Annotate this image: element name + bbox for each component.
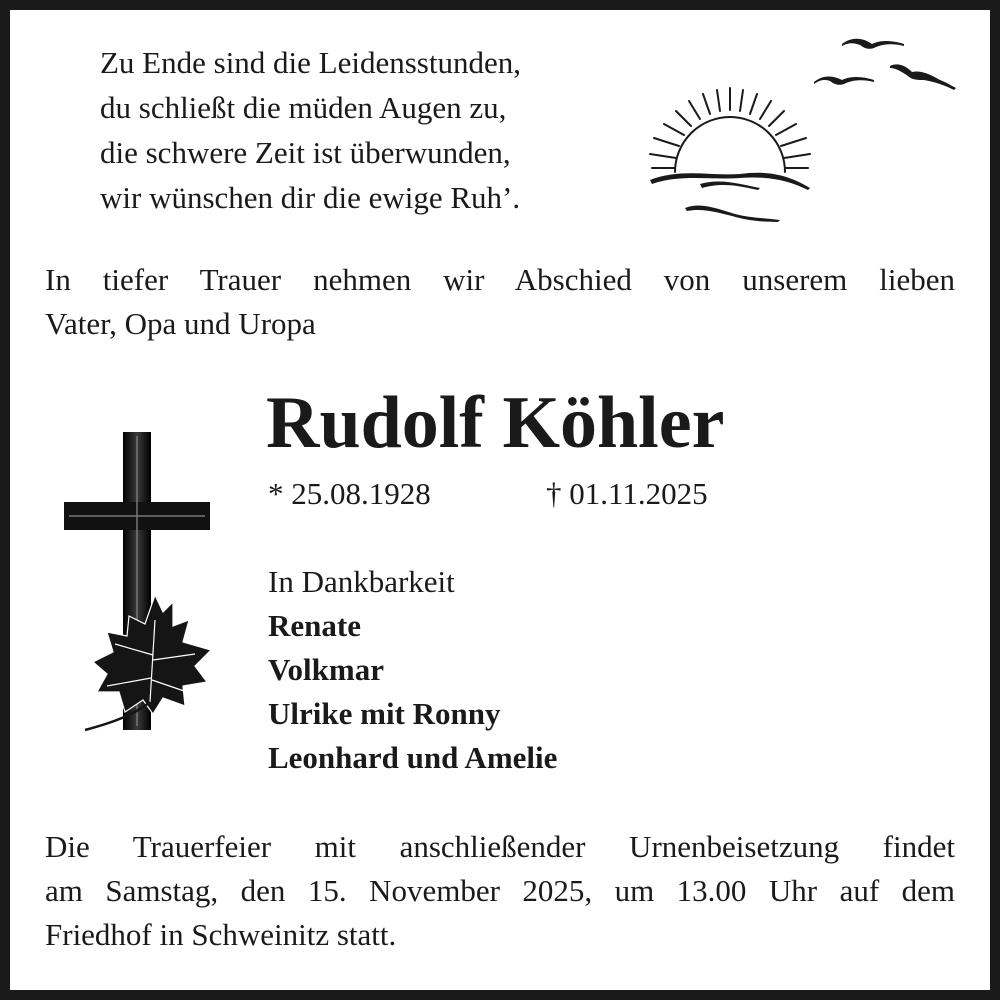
- poem-line: wir wünschen dir die ewige Ruh’.: [100, 180, 521, 215]
- mourners-lead: In Dankbarkeit: [268, 564, 455, 599]
- life-dates: [268, 474, 708, 514]
- deceased-name: Rudolf Köhler: [266, 382, 725, 464]
- intro-line: Vater, Opa und Uropa: [45, 306, 316, 341]
- mourner-name: Leonhard und Amelie: [268, 740, 558, 775]
- poem-line: du schließt die müden Augen zu,: [100, 90, 507, 125]
- service-line: am Samstag, den 15. November 2025, um 13.00 Uhr auf dem: [45, 873, 955, 908]
- birth-date: * 25.08.1928: [268, 476, 431, 511]
- mourner-name: Ulrike mit Ronny: [268, 696, 501, 731]
- poem: [100, 40, 521, 220]
- service-line: Die Trauerfeier mit anschließender Urnenbeisetzung findet: [45, 829, 955, 864]
- intro-line: In tiefer Trauer nehmen wir Abschied von unserem lieben: [45, 262, 955, 297]
- service-details: [45, 825, 955, 957]
- mourners: [268, 560, 557, 780]
- poem-line: Zu Ende sind die Leidensstunden,: [100, 45, 521, 80]
- service-line: Friedhof in Schweinitz statt.: [45, 917, 397, 952]
- death-date: † 01.11.2025: [546, 476, 708, 511]
- sunset-icon: [640, 80, 820, 225]
- cross-with-leaf-icon: [55, 430, 220, 735]
- mourner-name: Volkmar: [268, 652, 384, 687]
- intro-text: [45, 258, 955, 346]
- birds-icon: [812, 30, 962, 100]
- mourner-name: Renate: [268, 608, 361, 643]
- poem-line: die schwere Zeit ist überwunden,: [100, 135, 511, 170]
